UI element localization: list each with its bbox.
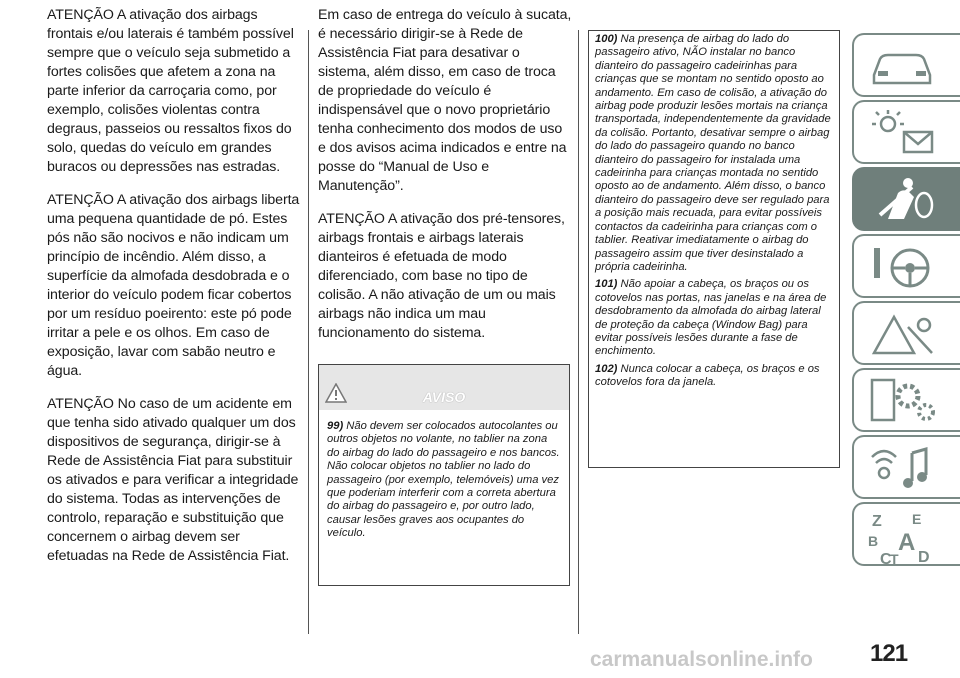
column-divider	[308, 30, 309, 634]
tab-emergency[interactable]	[852, 301, 960, 365]
index-letter: Z	[872, 513, 882, 530]
safety-airbag-icon	[868, 175, 938, 225]
car-icon	[868, 41, 938, 91]
warning-paragraph: ATENÇÃO No caso de um acidente em que tenha sido ativado qualquer um dos dispositivos de segurança, dirigir-se à Rede de Assistência Fiat para substituir os ativados e para verificar a integridade do sistema. Todas as intervenções de controlo, reparação e substituição que concernem o airbag devem ser efetuadas na Rede de Assistência Fiat.	[47, 396, 299, 564]
notice-box	[318, 364, 570, 586]
warning-paragraph: ATENÇÃO A ativação dos airbags frontais e/ou laterais é também possível sempre que o veículo seja submetido a fortes colisões que afetem a zona na parte inferior da carroçaria como, por exemplo, colisões violentas contra degraus, passeios ou ressaltos fixos do solo, quedas do veículo em grandes buracos ou depressões nas estradas.	[47, 7, 294, 175]
dashboard-lights-icon	[868, 108, 938, 158]
index-letters-icon	[868, 510, 938, 566]
steering-wheel-icon	[868, 242, 938, 292]
maintenance-gears-icon	[868, 376, 938, 426]
note-text: Nunca colocar a cabeça, os braços e os cotovelos fora da janela.	[595, 362, 820, 389]
index-letter: T	[890, 551, 899, 566]
note-text: Não apoiar a cabeça, os braços ou os cotovelos nas portas, nas janelas e na área de desdobramento da almofada do airbag lateral de proteção da cabeça (Window Bag) para evitar possíveis lesões durante a fase de enchimento.	[595, 278, 827, 358]
tab-car[interactable]	[852, 33, 960, 97]
tab-dashboard-lights[interactable]	[852, 100, 960, 164]
note-text: Não devem ser colocados autocolantes ou outros objetos no volante, no tablier na zona do airbag do lado do passageiro e nos bancos. Não colocar objetos no tablier no lado do passageiro (por exemplo, telemóveis) uma vez que poderiam interferir com a correta abertura do airbag do passageiro e, por outro lado, causar lesões graves aos ocupantes do veículo.	[327, 420, 560, 540]
note-item	[595, 278, 833, 358]
tab-multimedia[interactable]	[852, 435, 960, 499]
warning-road-icon	[868, 309, 938, 359]
notice-header	[319, 365, 569, 410]
index-letter: B	[868, 533, 879, 549]
multimedia-icon	[868, 443, 938, 493]
note-item	[595, 363, 833, 390]
note-number: 101)	[595, 278, 618, 291]
tab-safety[interactable]	[852, 167, 960, 231]
column-divider	[578, 30, 579, 634]
note-text: Na presença de airbag do lado do passageiro ativo, NÃO instalar no banco dianteiro do passageiro cadeirinhas para crianças que se montam no sentido oposto ao andamento. Em caso de colisão, a ativação do airbag pode produzir lesões mortais na criança transportada, independentemente da gravidade da colisão. Portanto, desativar sempre o airbag do lado do passageiro quando no banco dianteiro do passageiro for instalada uma cadeirinha para crianças montada no sentido oposto ao de andamento. Além disso, o banco dianteiro do passageiro deve ser regulado para a posição mais recuada, para evitar possíveis contactos da cadeirinha para crianças com o tablier. Reativar imediatamente o airbag do passageiro assim que tiver desinstalado a própria cadeirinha.	[595, 33, 831, 273]
index-letter: C	[880, 551, 892, 566]
page-number: 121	[870, 640, 908, 667]
warning-paragraph: ATENÇÃO A ativação dos airbags liberta uma pequena quantidade de pó. Estes pós não são nocivos e não indicam um princípio de incêndio. Além disso, a superfície da almofada desdobrada e o interior do veículo podem ficar cobertos por um resíduo poeirento: este pó pode irritar a pele e os olhos. Em caso de exposição, lavar com sabão neutro e água.	[47, 192, 300, 379]
text-column-2	[318, 6, 573, 357]
tab-driving[interactable]	[852, 234, 960, 298]
index-letter: A	[898, 529, 916, 556]
notes-box	[588, 30, 840, 468]
warning-paragraph: ATENÇÃO A ativação dos pré-tensores, airbags frontais e airbags laterais dianteiros é efetuada de modo diferenciado, com base no tipo de colisão. A não ativação de um ou mais airbags não indica um mau funcionamento do sistema.	[318, 211, 565, 341]
note-number: 100)	[595, 33, 618, 45]
body-paragraph: Em caso de entrega do veículo à sucata, é necessário dirigir-se à Rede de Assistência Fiat para desativar o sistema, além disso, em caso de troca de propriedade do veículo é indispensável que o novo proprietário tenha conhecimento dos modos de uso e dos avisos acima indicados e entre na posse do “Manual de Uso e Manutenção”.	[318, 7, 572, 194]
note-item	[595, 33, 833, 274]
index-letter: D	[918, 549, 930, 566]
notice-body	[319, 410, 569, 541]
note-number: 99)	[327, 420, 344, 432]
notice-title: AVISO	[422, 389, 466, 405]
watermark: carmanualsonline.info	[590, 648, 813, 671]
note-number: 102)	[595, 362, 618, 375]
text-column-1	[47, 6, 302, 580]
index-letter: E	[912, 511, 922, 527]
tab-maintenance[interactable]	[852, 368, 960, 432]
tab-index[interactable]	[852, 502, 960, 566]
